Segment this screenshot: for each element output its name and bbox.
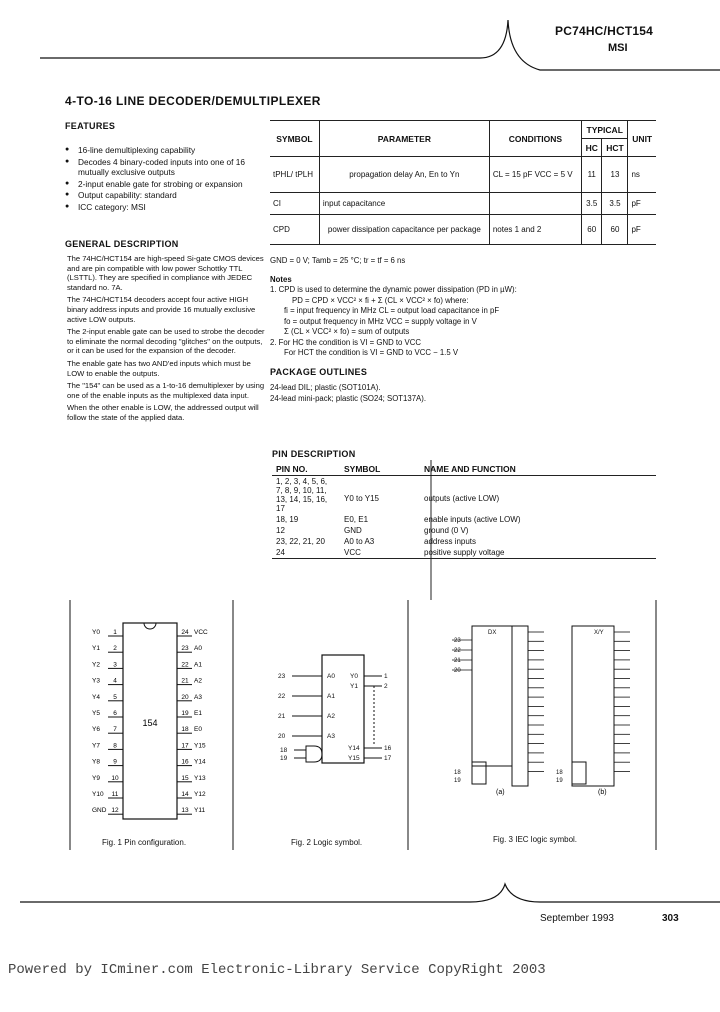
pin-description-heading: PIN DESCRIPTION bbox=[272, 449, 356, 459]
pin-number: 16 bbox=[181, 758, 189, 766]
svg-text:X/Y: X/Y bbox=[594, 630, 604, 636]
package-heading: PACKAGE OUTLINES bbox=[270, 366, 368, 377]
notes-block bbox=[270, 256, 670, 404]
svg-text:Y14: Y14 bbox=[348, 745, 360, 752]
logic-symbol-figure bbox=[270, 650, 400, 770]
chip-label: 154 bbox=[142, 718, 158, 728]
pin-number: 5 bbox=[113, 693, 117, 701]
pin-label: E0 bbox=[194, 726, 202, 734]
pin-number: 15 bbox=[181, 774, 189, 782]
cell-symbol: E0, E1 bbox=[344, 515, 369, 524]
pin-label: Y4 bbox=[92, 693, 100, 701]
pin-label: Y5 bbox=[92, 710, 100, 717]
pin-label: Y1 bbox=[92, 645, 100, 653]
col-conditions: CONDITIONS bbox=[489, 121, 581, 157]
pin-number: 10 bbox=[111, 774, 119, 782]
cell-symbol: Y0 to Y15 bbox=[344, 494, 379, 503]
col-pin: PIN NO. bbox=[272, 463, 340, 476]
cell-hct: 3.5 bbox=[602, 193, 628, 215]
page-number: 303 bbox=[662, 913, 679, 924]
col-name: NAME AND FUNCTION bbox=[420, 463, 656, 476]
table-row bbox=[272, 525, 656, 536]
cell-parameter: power dissipation capacitance per package bbox=[319, 215, 489, 245]
svg-text:A0: A0 bbox=[327, 673, 335, 680]
cell-unit: pF bbox=[628, 193, 656, 215]
pin-label: Y0 bbox=[92, 629, 100, 636]
svg-text:16: 16 bbox=[384, 745, 392, 752]
svg-text:21: 21 bbox=[454, 658, 461, 664]
description-paragraph: When the other enable is LOW, the addressed output will follow the state of the applied data. bbox=[67, 403, 259, 422]
svg-text:A3: A3 bbox=[327, 733, 335, 740]
fig1-caption: Fig. 1 Pin configuration. bbox=[102, 838, 187, 847]
notes-heading: Notes bbox=[270, 274, 292, 284]
note-line: fo = output frequency in MHz VCC = supply voltage in V bbox=[284, 316, 477, 326]
cell-symbol: tPHL/ tPLH bbox=[270, 157, 319, 193]
col-hct: HCT bbox=[602, 139, 628, 157]
pin-number: 21 bbox=[181, 677, 189, 685]
general-description-heading: GENERAL DESCRIPTION bbox=[65, 239, 179, 249]
table-footnote: GND = 0 V; Tamb = 25 °C; tr = tf = 6 ns bbox=[270, 256, 406, 265]
pin-label: Y12 bbox=[194, 791, 206, 798]
pin-number: 9 bbox=[113, 758, 117, 766]
note-line: 2. For HC the condition is VI = GND to VCC bbox=[270, 337, 422, 347]
svg-text:18: 18 bbox=[556, 770, 563, 776]
col-unit: UNIT bbox=[628, 121, 656, 157]
note-line: fi = input frequency in MHz CL = output load capacitance in pF bbox=[284, 306, 500, 315]
pin-label: Y9 bbox=[92, 774, 100, 782]
table-row bbox=[270, 193, 656, 215]
cell-name: outputs (active LOW) bbox=[424, 494, 500, 503]
cell-name: positive supply voltage bbox=[424, 548, 505, 557]
svg-text:A1: A1 bbox=[327, 693, 335, 700]
svg-text:22: 22 bbox=[278, 693, 286, 700]
col-symbol: SYMBOL bbox=[340, 463, 420, 476]
pin-table-divider bbox=[430, 460, 432, 600]
pin-number: 8 bbox=[113, 742, 117, 750]
feature-item: ● Decodes 4 binary-coded inputs into one of 16 mutually exclusive outputs bbox=[65, 157, 265, 178]
cell-pin: 24 bbox=[276, 548, 285, 557]
cell-parameter: input capacitance bbox=[319, 193, 489, 215]
pin-label: Y2 bbox=[92, 661, 100, 669]
description-paragraph: The 74HC/HCT154 decoders accept four active HIGH binary address inputs and provide 16 mutually exclusive active LOW outputs. bbox=[67, 295, 256, 324]
feature-item: ● 16-line demultiplexing capability bbox=[65, 145, 265, 156]
pin-label: E1 bbox=[194, 710, 202, 717]
pin-label: Y13 bbox=[194, 774, 206, 782]
svg-text:Y15: Y15 bbox=[348, 755, 360, 762]
svg-text:18: 18 bbox=[454, 770, 461, 776]
package-line: 24-lead mini-pack; plastic (SO24; SOT137A). bbox=[270, 393, 427, 403]
svg-text:20: 20 bbox=[278, 733, 286, 740]
note-line: PD = CPD × VCC² × fi + Σ (CL × VCC² × fo) where: bbox=[292, 295, 469, 305]
fig3a-label: (a) bbox=[496, 789, 505, 796]
pin-number: 6 bbox=[113, 710, 117, 717]
page-title: 4-TO-16 LINE DECODER/DEMULTIPLEXER bbox=[65, 94, 321, 108]
iec-logic-symbol-figure bbox=[448, 622, 638, 797]
svg-text:23: 23 bbox=[278, 673, 286, 680]
feature-item: ● ICC category: MSI bbox=[65, 202, 265, 213]
cell-hc: 11 bbox=[581, 157, 601, 193]
cell-pin: 12 bbox=[276, 526, 285, 535]
svg-text:2: 2 bbox=[384, 683, 388, 690]
header-rule bbox=[0, 0, 720, 90]
pin-label: A0 bbox=[194, 645, 202, 653]
cell-hc: 3.5 bbox=[581, 193, 601, 215]
cell-conditions bbox=[489, 193, 581, 215]
svg-text:Y0: Y0 bbox=[350, 673, 358, 680]
pin-label: Y11 bbox=[194, 807, 206, 815]
svg-text:DX: DX bbox=[488, 630, 497, 636]
table-row bbox=[272, 514, 656, 525]
pin-number: 24 bbox=[181, 629, 189, 636]
cell-unit: ns bbox=[628, 157, 656, 193]
svg-text:1: 1 bbox=[384, 673, 388, 680]
svg-text:A2: A2 bbox=[327, 713, 335, 720]
pin-number: 1 bbox=[113, 629, 117, 636]
features-list bbox=[65, 145, 265, 213]
fig3-caption: Fig. 3 IEC logic symbol. bbox=[493, 835, 578, 844]
pin-description-table bbox=[272, 463, 656, 559]
table-row bbox=[272, 536, 656, 547]
pin-label: Y8 bbox=[92, 758, 100, 766]
table-row bbox=[272, 547, 656, 559]
svg-text:19: 19 bbox=[280, 755, 288, 762]
note-line: 1. CPD is used to determine the dynamic power dissipation (PD in µW): bbox=[270, 285, 517, 294]
cell-name: ground (0 V) bbox=[424, 526, 469, 535]
col-typical: TYPICAL bbox=[581, 121, 627, 139]
powered-by-watermark: Powered by ICminer.com Electronic-Library Service CopyRight 2003 bbox=[8, 962, 546, 978]
pin-number: 19 bbox=[181, 710, 189, 717]
cell-name: enable inputs (active LOW) bbox=[424, 515, 521, 524]
parameter-table bbox=[270, 120, 656, 245]
description-paragraph: The 74HC/HCT154 are high-speed Si-gate CMOS devices and are pin compatible with low power Schottky TTL (LSTTL). They are specified in compliance with JEDEC standard no. 7A. bbox=[67, 254, 264, 292]
pin-label: Y7 bbox=[92, 742, 100, 750]
cell-hct: 60 bbox=[602, 215, 628, 245]
pin-label: VCC bbox=[194, 629, 208, 636]
cell-pin: 1, 2, 3, 4, 5, 6, 7, 8, 9, 10, 11, 13, 14, 15, 16, 17 bbox=[276, 477, 328, 513]
publication-date: September 1993 bbox=[540, 913, 614, 924]
description-paragraph: The 2-input enable gate can be used to strobe the decoder to eliminate the normal decoding "glitches" on the outputs, or it can be used for the expansion of the decoder. bbox=[67, 327, 265, 356]
table-row bbox=[272, 476, 656, 515]
pin-label: A3 bbox=[194, 693, 202, 701]
col-symbol: SYMBOL bbox=[270, 121, 319, 157]
general-description bbox=[67, 254, 267, 426]
svg-text:20: 20 bbox=[454, 668, 461, 674]
note-line: Σ (CL × VCC² × fo) = sum of outputs bbox=[284, 327, 410, 336]
table-row bbox=[270, 215, 656, 245]
pin-number: 22 bbox=[181, 661, 189, 669]
cell-pin: 23, 22, 21, 20 bbox=[276, 537, 325, 546]
pin-configuration-figure bbox=[90, 620, 220, 825]
fig3b-label: (b) bbox=[598, 789, 607, 796]
cell-parameter: propagation delay An, En to Yn bbox=[319, 157, 489, 193]
pin-number: 12 bbox=[111, 807, 119, 815]
cell-symbol: A0 to A3 bbox=[344, 537, 375, 546]
svg-text:19: 19 bbox=[454, 778, 461, 784]
feature-item: ● Output capability: standard bbox=[65, 190, 265, 201]
cell-unit: pF bbox=[628, 215, 656, 245]
pin-number: 3 bbox=[113, 661, 117, 669]
part-number: PC74HC/HCT154 bbox=[555, 24, 653, 38]
cell-symbol: GND bbox=[344, 526, 362, 535]
package-line: 24-lead DIL; plastic (SOT101A). bbox=[270, 383, 381, 392]
col-parameter: PARAMETER bbox=[319, 121, 489, 157]
pin-number: 11 bbox=[111, 791, 119, 798]
pin-label: GND bbox=[92, 807, 107, 815]
description-paragraph: The enable gate has two AND'ed inputs which must be LOW to enable the outputs. bbox=[67, 358, 251, 378]
cell-hct: 13 bbox=[602, 157, 628, 193]
family-label: MSI bbox=[608, 42, 628, 54]
pin-label: Y14 bbox=[194, 758, 206, 766]
cell-symbol: CI bbox=[270, 193, 319, 215]
fig2-caption: Fig. 2 Logic symbol. bbox=[291, 838, 363, 847]
pin-label: Y10 bbox=[92, 791, 104, 798]
pin-label: A1 bbox=[194, 661, 202, 669]
svg-text:22: 22 bbox=[454, 648, 461, 654]
pin-label: Y6 bbox=[92, 726, 100, 734]
pin-number: 7 bbox=[113, 726, 117, 734]
pin-number: 14 bbox=[181, 791, 189, 798]
pin-label: Y15 bbox=[194, 742, 206, 750]
cell-hc: 60 bbox=[581, 215, 601, 245]
pin-number: 4 bbox=[113, 677, 117, 685]
svg-text:23: 23 bbox=[454, 638, 461, 644]
pin-label: A2 bbox=[194, 677, 202, 685]
pin-number: 23 bbox=[181, 645, 189, 653]
pin-number: 17 bbox=[181, 742, 189, 750]
pin-number: 13 bbox=[181, 807, 189, 815]
cell-conditions: CL = 15 pF VCC = 5 V bbox=[489, 157, 581, 193]
description-paragraph: The "154" can be used as a 1-to-16 demultiplexer by using one of the enable inputs as the multiplexed data input. bbox=[67, 381, 265, 400]
note-line: For HCT the condition is VI = GND to VCC − 1.5 V bbox=[284, 348, 459, 357]
cell-conditions: notes 1 and 2 bbox=[489, 215, 581, 245]
cell-pin: 18, 19 bbox=[276, 515, 299, 524]
table-row bbox=[270, 157, 656, 193]
svg-text:19: 19 bbox=[556, 778, 563, 784]
pin-label: Y3 bbox=[92, 677, 100, 685]
cell-symbol: VCC bbox=[344, 548, 361, 557]
svg-text:Y1: Y1 bbox=[350, 683, 358, 690]
features-heading: FEATURES bbox=[65, 121, 116, 131]
svg-text:21: 21 bbox=[278, 713, 286, 720]
feature-item: ● 2-input enable gate for strobing or expansion bbox=[65, 179, 265, 190]
pin-number: 18 bbox=[181, 726, 189, 734]
cell-symbol: CPD bbox=[270, 215, 319, 245]
cell-name: address inputs bbox=[424, 537, 477, 546]
svg-text:17: 17 bbox=[384, 755, 392, 762]
svg-text:18: 18 bbox=[280, 747, 288, 754]
col-hc: HC bbox=[581, 139, 601, 157]
pin-number: 20 bbox=[181, 693, 189, 701]
pin-number: 2 bbox=[113, 645, 117, 653]
